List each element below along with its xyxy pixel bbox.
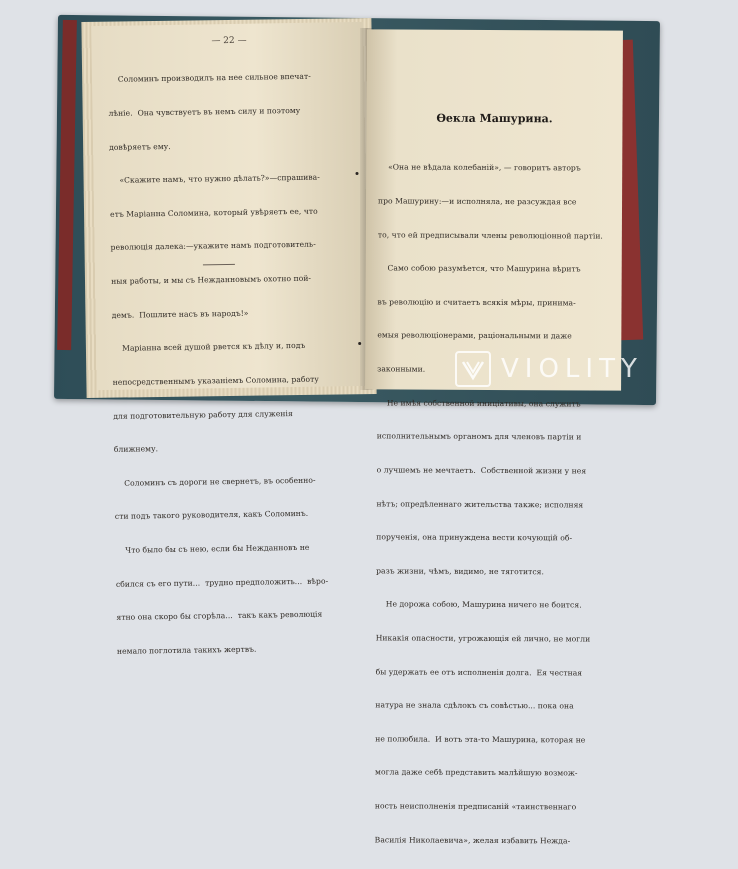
text-line: нѣтъ; опредѣленнаго жительства также; исполняя [376,498,584,509]
right-page-text [375,139,604,868]
text-line: демъ. Пошлите насъ въ народъ!» [111,308,249,320]
text-line: въ революцію и считаетъ всякія мѣры, принима- [377,297,576,308]
text-line: Маріанна всей душой рвется къ дѣлу и, подъ [112,341,306,354]
text-line: Не дорожа собою, Машурина ничего не боится. [375,599,582,610]
text-line: натура не знала сдѣлокъ съ совѣстью... пока она [375,700,574,711]
text-line: «Скажите намъ, что нужно дѣлать?»—спрашива- [109,172,320,186]
text-line: Что было бы съ нею, если бы Нежданновъ не [115,542,310,555]
text-line: ятно она скоро бы сгорѣла... такъ какъ революція [116,609,323,622]
text-line: лѣніе. Она чувствуетъ въ немъ силу и поэтому [108,105,301,118]
text-line: Не имѣя собственной иниціативы, она служитъ [376,398,581,409]
watermark-brand: VIOLITY [501,354,643,384]
text-line: исполнительнымъ органомъ для членовъ партіи и [376,431,582,442]
page-number: — 22 — [211,35,247,47]
text-line: Соломинъ съ дороги не свернетъ, въ особенно- [114,475,316,488]
violity-logo-icon [455,351,491,387]
text-line: то, что ей предписывали члены революціонной партіи. [377,230,603,241]
text-line: Само собою разумѣется, что Машурина вѣритъ [377,263,581,274]
left-page-text [108,49,330,680]
binding-hole [355,172,358,175]
text-line: сти подъ такого руководителя, какъ Соломинъ. [114,509,309,522]
text-line: Никакія опасности, угрожающія ей лично, не могли [375,633,591,644]
text-line: Соломинъ производилъ на нее сильное впечат- [107,72,311,85]
chapter-title: Ѳекла Машурина. [436,111,553,126]
text-line: «Она не вѣдала колебаній», — говоритъ авторъ [378,162,581,173]
text-line: довѣряетъ ему. [108,141,171,152]
text-line: могла даже себѣ представить малѣйшую возмож- [375,767,578,778]
text-line: для подготовительную работу для служенія [113,408,293,421]
left-page [91,22,369,656]
violity-watermark [455,345,705,393]
text-line: немало поглотила такихъ жертвъ. [116,644,257,656]
text-line: непосредственнымъ указаніемъ Соломина, работу [112,374,319,387]
text-line: разъ жизни, чѣмъ, видимо, не тяготится. [376,566,544,576]
text-line: про Машурину:—и исполняла, не разсуждая все [378,196,577,207]
text-line: ность неисполненія предписаній «таинственнаго [374,801,577,812]
text-line: революція далека:—укажите намъ подготовитель- [110,240,316,253]
text-line: порученія, она принуждена вести кочующій об- [376,532,573,543]
text-line: ныя работы, и мы съ Нежданновымъ охотно пой- [111,273,312,286]
right-page [365,29,623,846]
text-line: ближнему. [113,444,159,454]
text-line: не полюбила. И вотъ эта-то Машурина, которая не [375,734,586,745]
text-line: Василія Николаевича», желая избавить Нежда- [374,834,571,846]
text-line: о лучшемъ не мечтаетъ. Собственной жизни у нея [376,465,587,476]
text-line: законными. [377,364,426,374]
text-line: емыя революціонерами, раціональными и даже [377,330,572,341]
text-line: сбился съ его пути... трудно предположить... вѣро- [115,576,329,589]
text-line: етъ Маріанна Соломина, который увѣряетъ ее, что [110,206,318,219]
text-line: бы удержать ее отъ исполненія долга. Ея честная [375,666,583,678]
